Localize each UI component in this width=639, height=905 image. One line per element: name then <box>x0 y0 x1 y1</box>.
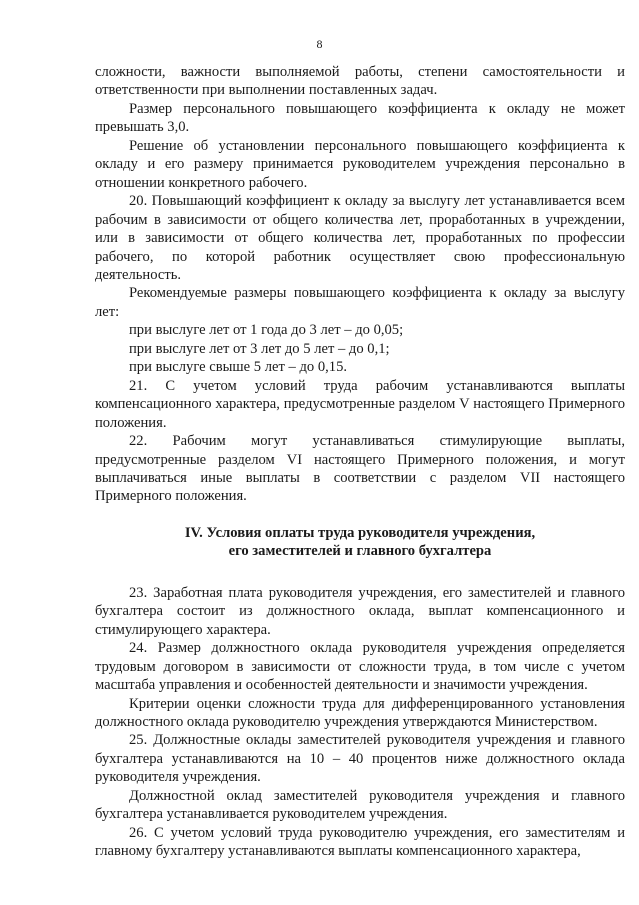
paragraph: сложности, важности выполняемой работы, степени самостоятельности и ответственности при выполнении поставленных задач. <box>95 64 625 99</box>
paragraph-item-20: 20. Повышающий коэффициент к окладу за выслугу лет устанавливается всем рабочим в зависимости от общего количества лет, проработанных в учреждении, или в зависимости от общего количества лет, проработанных по профессии рабочего, по которой работник осуществляет свою профессиональную деятельность. <box>95 193 625 283</box>
document-body <box>95 63 625 861</box>
section-heading-line: IV. Условия оплаты труда руководителя учреждения, <box>184 524 536 541</box>
paragraph: Должностной оклад заместителей руководителя учреждения и главного бухгалтера устанавливается руководителем учреждения. <box>95 787 625 823</box>
section-heading-line: его заместителей и главного бухгалтера <box>228 543 492 560</box>
paragraph-item-22: 22. Рабочим могут устанавливаться стимулирующие выплаты, предусмотренные разделом VI настоящего Примерного положения, и могут выплачиваться иные выплаты в соответствии с разделом VII настоящего Примерного положения. <box>95 433 625 505</box>
list-item: при выслуге лет от 1 года до 3 лет – до 0,05; <box>129 322 404 339</box>
paragraph-item-23: 23. Заработная плата руководителя учреждения, его заместителей и главного бухгалтера состоит из должностного оклада, выплат компенсационного и стимулирующего характера. <box>95 584 625 638</box>
paragraph: Размер персонального повышающего коэффициента к окладу не может превышать 3,0. <box>95 100 625 136</box>
page-number: 8 <box>316 37 323 51</box>
list-item: при выслуге свыше 5 лет – до 0,15. <box>129 359 348 376</box>
paragraph: Критерии оценки сложности труда для дифференцированного установления должностного оклада руководителю учреждения утверждаются Министерством. <box>95 695 625 730</box>
paragraph-item-26: 26. С учетом условий труда руководителю учреждения, его заместителям и главному бухгалтеру устанавливаются выплаты компенсационного характера, <box>95 824 625 860</box>
section-heading <box>95 524 625 561</box>
paragraph: Рекомендуемые размеры повышающего коэффициента к окладу за выслугу лет: <box>95 285 625 320</box>
paragraph-item-25: 25. Должностные оклады заместителей руководителя учреждения и главного бухгалтера устанавливаются на 10 – 40 процентов ниже должностного оклада руководителя учреждения. <box>95 732 625 786</box>
paragraph-item-24: 24. Размер должностного оклада руководителя учреждения определяется трудовым договором в зависимости от сложности труда, в том числе с учетом масштаба управления и особенностей деятельности и значимости учреждения. <box>95 640 625 694</box>
paragraph-item-21: 21. С учетом условий труда рабочим устанавливаются выплаты компенсационного характера, предусмотренные разделом V настоящего Примерного положения. <box>95 377 625 431</box>
paragraph: Решение об установлении персонального повышающего коэффициента к окладу и его размеру принимается руководителем учреждения персонально в отношении конкретного рабочего. <box>95 137 625 191</box>
list-item: при выслуге лет от 3 лет до 5 лет – до 0,1; <box>129 340 390 357</box>
